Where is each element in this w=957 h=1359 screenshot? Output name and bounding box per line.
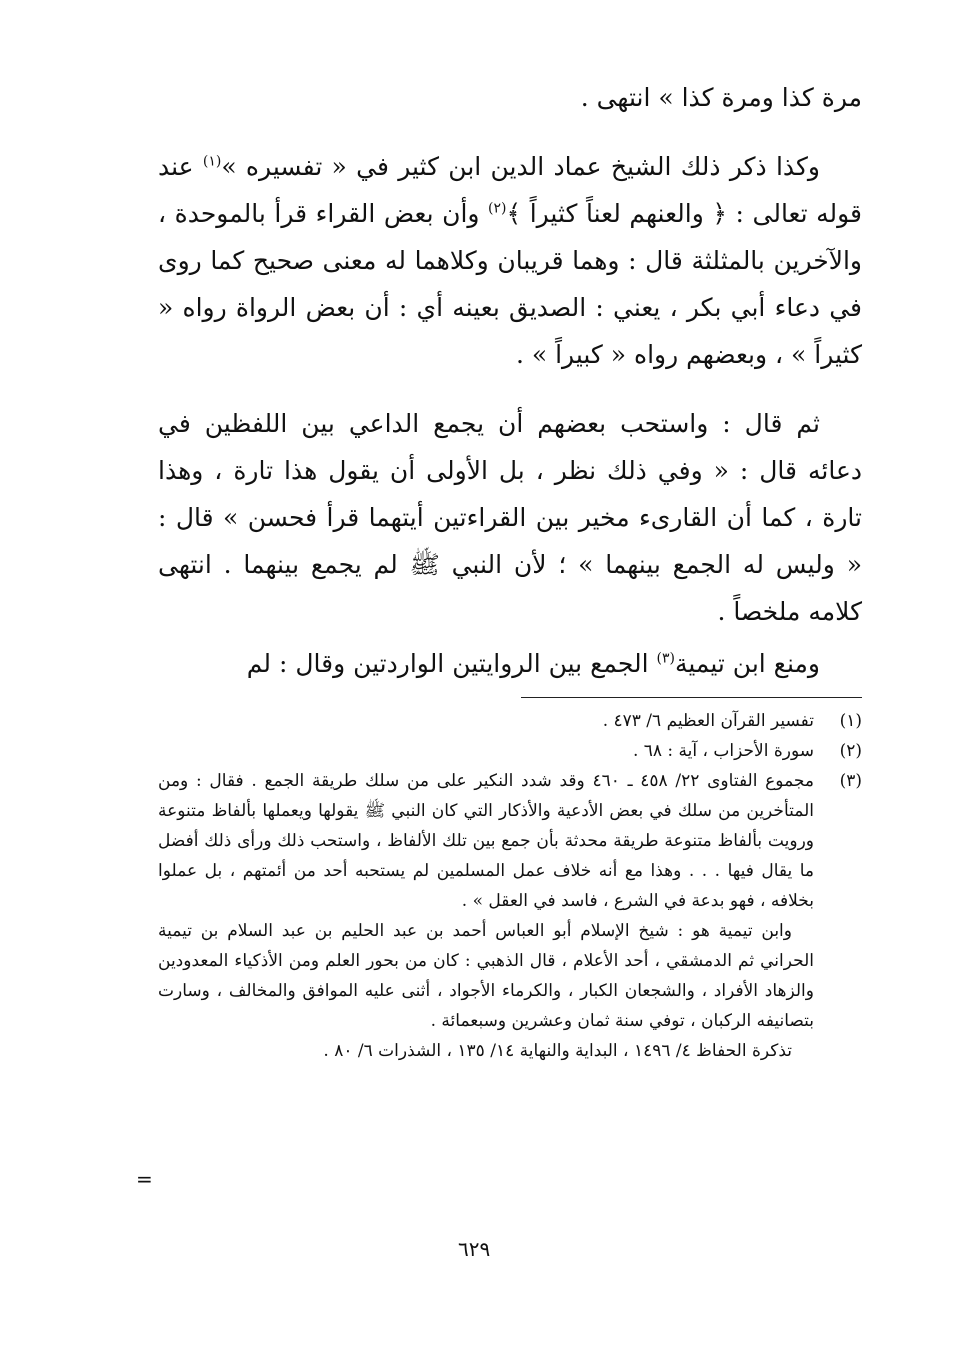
paragraph-2-part-c: وأن بعض القراء قرأ بالموحدة ، والآخرين بالمثلثة قال : وهما قريبان وكلاهما له معنى صحيح كما روى في دعاء أبي بكر ، يعني : الصديق بعينه أي : أن بعض الرواة رواه « كثيراً » ، وبعضهم رواه « كبيراً » . xyxy=(158,199,862,369)
paragraph-1 xyxy=(158,74,862,121)
continuation-mark: = xyxy=(136,1167,153,1191)
paragraph-4-part-a: ومنع ابن تيمية xyxy=(674,649,820,678)
footnote-3-text: مجموع الفتاوى ٢٢/ ٤٥٨ ـ ٤٦٠ وقد شدد النكير على من سلك طريقة الجمع . فقال : ومن المتأخرين من سلك في بعض الأدعية والأذكار التي كان النبي ﷺ يقولها ويعملها بألفاظ متنوعة ورويت بألفاظ متنوعة طريقة محدثة بأن جمع بين تلك الألفاظ ، واستحب ذلك ورأى ذلك أفضل ما يقال فيها . . . وهذا مع أنه خلاف عمل المسلمين لم يستحبه أحد من أئمتهم ، بل عملوا بخلافه ، فهو بدعة في الشرع ، فاسد في العقل » . xyxy=(158,771,814,911)
paragraph-4 xyxy=(158,640,862,687)
footnote-ref-2: (٢) xyxy=(488,200,507,217)
footnote-1-text: تفسير القرآن العظيم ٦/ ٤٧٣ . xyxy=(602,711,814,731)
footnote-2 xyxy=(158,736,862,766)
footnotes xyxy=(158,706,862,1066)
paragraph-4-part-b: الجمع بين الروايتين الواردتين وقال : لم xyxy=(246,649,657,678)
footnote-3-sources: تذكرة الحفاظ ٤/ ١٤٩٦ ، البداية والنهاية ١٤/ ١٣٥ ، الشذرات ٦/ ٨٠ . xyxy=(323,1041,792,1061)
paragraph-2 xyxy=(158,143,862,378)
paragraph-1-text: مرة كذا ومرة كذا » انتهى . xyxy=(580,83,862,112)
footnote-3 xyxy=(158,766,862,1066)
footnote-2-number: (٢) xyxy=(839,741,862,761)
paragraph-3 xyxy=(158,400,862,635)
paragraph-2-part-a: وكذا ذكر ذلك الشيخ عماد الدين ابن كثير في « تفسيره » xyxy=(221,152,820,181)
paragraph-2-part-b: عند قوله تعالى : ﴿ والعنهم لعناً كثيراً ﴾ xyxy=(158,152,863,228)
footnote-3-number: (٣) xyxy=(839,771,862,791)
footnote-1 xyxy=(158,706,862,736)
footnote-ref-3: (٣) xyxy=(656,650,675,667)
page-number: ٦٢٩ xyxy=(458,1237,491,1261)
paragraph-4-text xyxy=(158,640,862,687)
paragraph-2-text xyxy=(158,143,862,378)
footnote-3-biography: وابن تيمية هو : شيخ الإسلام أبو العباس أحمد بن عبد الحليم بن عبد السلام بن تيمية الحراني ثم الدمشقي ، أحد الأعلام ، قال الذهبي : كان من بحور العلم ومن الأذكياء المعدودين والزهاد الأفراد ، والشجعان الكبار ، والكرماء الأجواد ، أثنى عليه الموافق والمخالف ، وسارت بتصانيفه الركبان ، توفي سنة ثمان وعشرين وسبعمائة . xyxy=(158,921,814,1031)
footnote-1-number: (١) xyxy=(839,711,862,731)
footnote-ref-1: (١) xyxy=(202,153,222,170)
footnote-separator xyxy=(521,697,862,698)
footnote-2-text: سورة الأحزاب ، آية : ٦٨ . xyxy=(632,741,814,761)
paragraph-3-text: ثم قال : واستحب بعضهم أن يجمع الداعي بين اللفظين في دعائه قال : « وفي ذلك نظر ، بل الأولى أن يقول هذا تارة ، وهذا تارة ، كما أن القارىء مخير بين القراءتين أيتهما قرأ فحسن » قال : « وليس له الجمع بينهما » ؛ لأن النبي ﷺ لم يجمع بينهما . انتهى كلامه ملخصاً . xyxy=(158,409,862,626)
